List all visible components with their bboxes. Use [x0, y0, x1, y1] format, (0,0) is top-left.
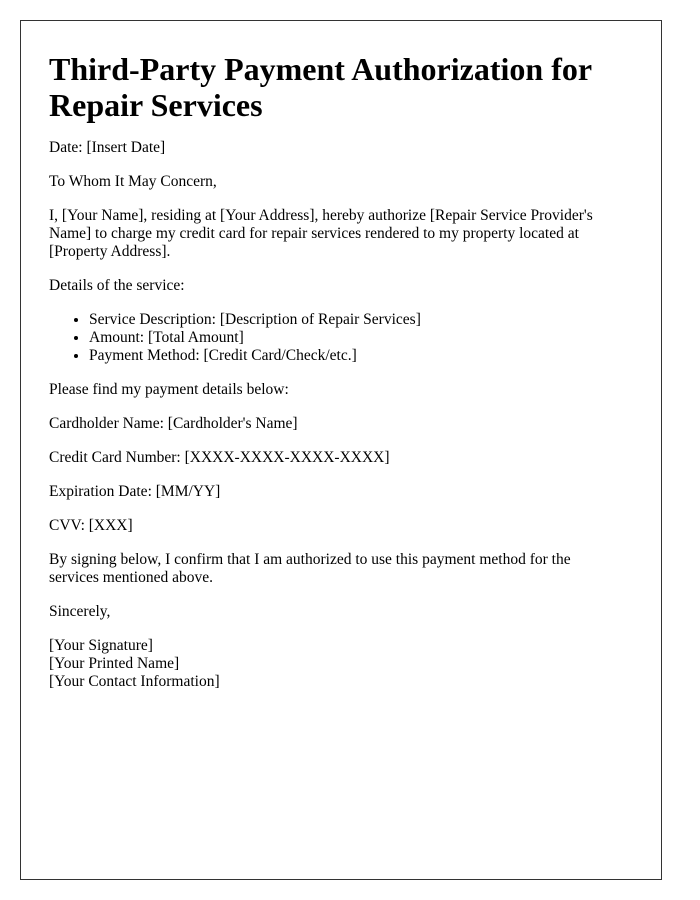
printed-name-line: [Your Printed Name]: [49, 655, 180, 672]
payment-intro: Please find my payment details below:: [49, 381, 289, 398]
document-content: [49, 51, 624, 707]
service-details-list: [49, 311, 624, 365]
details-intro: Details of the service:: [49, 277, 185, 294]
cardholder-name-line: Cardholder Name: [Cardholder's Name]: [49, 415, 298, 432]
contact-information-line: [Your Contact Information]: [49, 673, 220, 690]
confirmation-paragraph: By signing below, I confirm that I am authorized to use this payment method for the services mentioned above.: [49, 551, 571, 586]
signature-line: [Your Signature]: [49, 637, 153, 654]
closing: Sincerely,: [49, 603, 111, 620]
document-title: Third-Party Payment Authorization for Repair Services: [49, 51, 592, 123]
authorization-paragraph: I, [Your Name], residing at [Your Address], hereby authorize [Repair Service Provider's Name] to charge my credit card for repair services rendered to my property located at [Property Address].: [49, 207, 593, 260]
list-item-payment-method: • Payment Method: [Credit Card/Check/etc.]: [89, 347, 624, 365]
card-number-line: Credit Card Number: [XXXX-XXXX-XXXX-XXXX]: [49, 449, 390, 466]
salutation: To Whom It May Concern,: [49, 173, 217, 190]
date-line: Date: [Insert Date]: [49, 139, 166, 156]
signature-block: [49, 637, 624, 691]
expiration-date-line: Expiration Date: [MM/YY]: [49, 483, 221, 500]
list-item-amount: • Amount: [Total Amount]: [89, 329, 624, 347]
cvv-line: CVV: [XXX]: [49, 517, 133, 534]
document-page: [20, 20, 662, 880]
list-item-service-description: • Service Description: [Description of Repair Services]: [89, 311, 624, 329]
